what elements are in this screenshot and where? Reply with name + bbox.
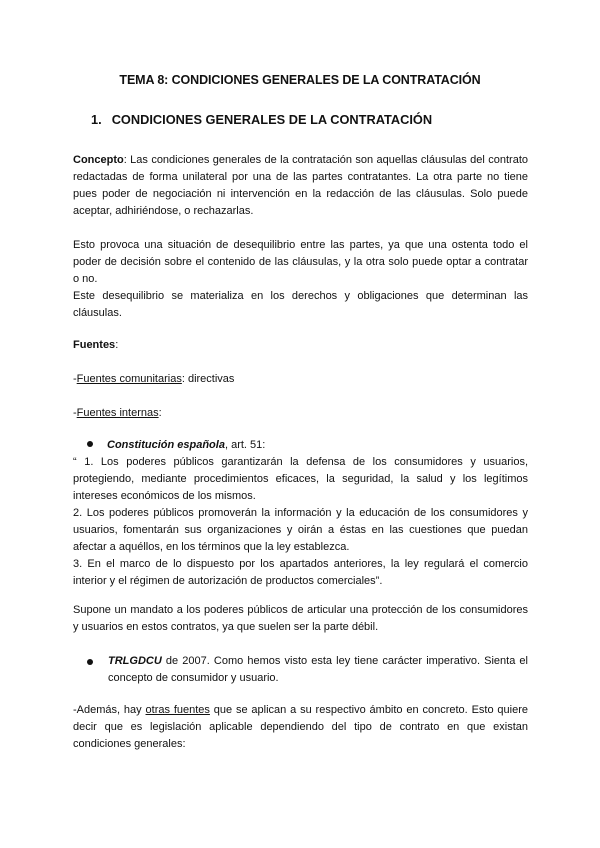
internas-suffix: :: [158, 407, 162, 419]
constitucion-label: Constitución española: [107, 439, 225, 451]
fuentes-comunitarias-line: [73, 371, 528, 388]
page-title: TEMA 8: CONDICIONES GENERALES DE LA CONTRATACIÓN: [119, 73, 481, 87]
comunitarias-prefix: -: [73, 373, 77, 385]
constitucion-text: , art. 51:: [224, 439, 266, 451]
supone-paragraph: Supone un mandato a los poderes públicos de articular una protección de los consumidores y usuarios en estos contratos, ya que suelen ser la parte débil.: [73, 604, 528, 633]
bullet-icon: [87, 659, 93, 665]
otras-prefix: -Además, hay: [73, 704, 146, 716]
internas-label: Fuentes internas: [76, 407, 159, 419]
otras-label: otras fuentes: [145, 704, 210, 716]
concepto-paragraph: [73, 152, 528, 220]
comunitarias-text: : directivas: [181, 373, 235, 385]
fuentes-label: Fuentes: [73, 339, 116, 351]
fuentes-heading: [73, 337, 528, 354]
internas-prefix: -: [73, 407, 77, 419]
quote-paragraph-2: 2. Los poderes públicos promoverán la información y la educación de los consumidores y usuarios, fomentarán sus organizaciones y oirán a éstas en las cuestiones que puedan afectar a aquéllos, en los términos que la ley establezca.: [73, 507, 528, 553]
otras-text: que se aplican a su respectivo ámbito en concreto. Esto quiere decir que es legislación aplicable dependiendo del tipo de contrato en que existan condiciones generales:: [73, 704, 529, 750]
concepto-text: : Las condiciones generales de la contratación son aquellas cláusulas del contrato redactadas de forma unilateral por una de las partes contratantes. La otra parte no tiene pues poder de negociación ni intervención en la redacción de las cláusulas. Solo puede aceptar, adhiriéndose, o rechazarlas.: [73, 154, 528, 217]
trlgdcu-text: de 2007. Como hemos visto esta ley tiene carácter imperativo. Sienta el concepto de consumidor y usuario.: [108, 655, 528, 684]
trlgdcu-label: TRLGDCU: [108, 655, 162, 667]
fuentes-internas-line: [73, 405, 528, 422]
desequilibrio-paragraph-2: Este desequilibrio se materializa en los derechos y obligaciones que determinan las cláusulas.: [73, 290, 528, 319]
desequilibrio-paragraph-1: Esto provoca una situación de desequilibrio entre las partes, ya que una ostenta todo el poder de decisión sobre el contenido de las cláusulas, y la otra solo puede optar a contratar o no.: [73, 239, 528, 285]
section-title: CONDICIONES GENERALES DE LA CONTRATACIÓN: [111, 112, 433, 127]
section-number: 1.: [91, 112, 102, 127]
quote-paragraph-3: 3. En el marco de lo dispuesto por los apartados anteriores, la ley regulará el comercio interior y el régimen de autorización de productos comerciales”.: [73, 558, 528, 587]
comunitarias-label: Fuentes comunitarias: [76, 373, 182, 385]
list-item: [87, 437, 265, 454]
otras-fuentes-paragraph: [73, 702, 528, 753]
bullet-icon: [87, 441, 93, 447]
fuentes-suffix: :: [115, 339, 119, 351]
concepto-label: Concepto: [73, 154, 124, 166]
trlgdcu-text-block: [108, 653, 528, 687]
section-heading: [91, 112, 432, 127]
list-item: [87, 653, 528, 687]
quote-paragraph-1: “ 1. Los poderes públicos garantizarán la defensa de los consumidores y usuarios, protegiendo, mediante procedimientos eficaces, la seguridad, la salud y los legítimos intereses económicos de los mismos.: [73, 456, 528, 502]
